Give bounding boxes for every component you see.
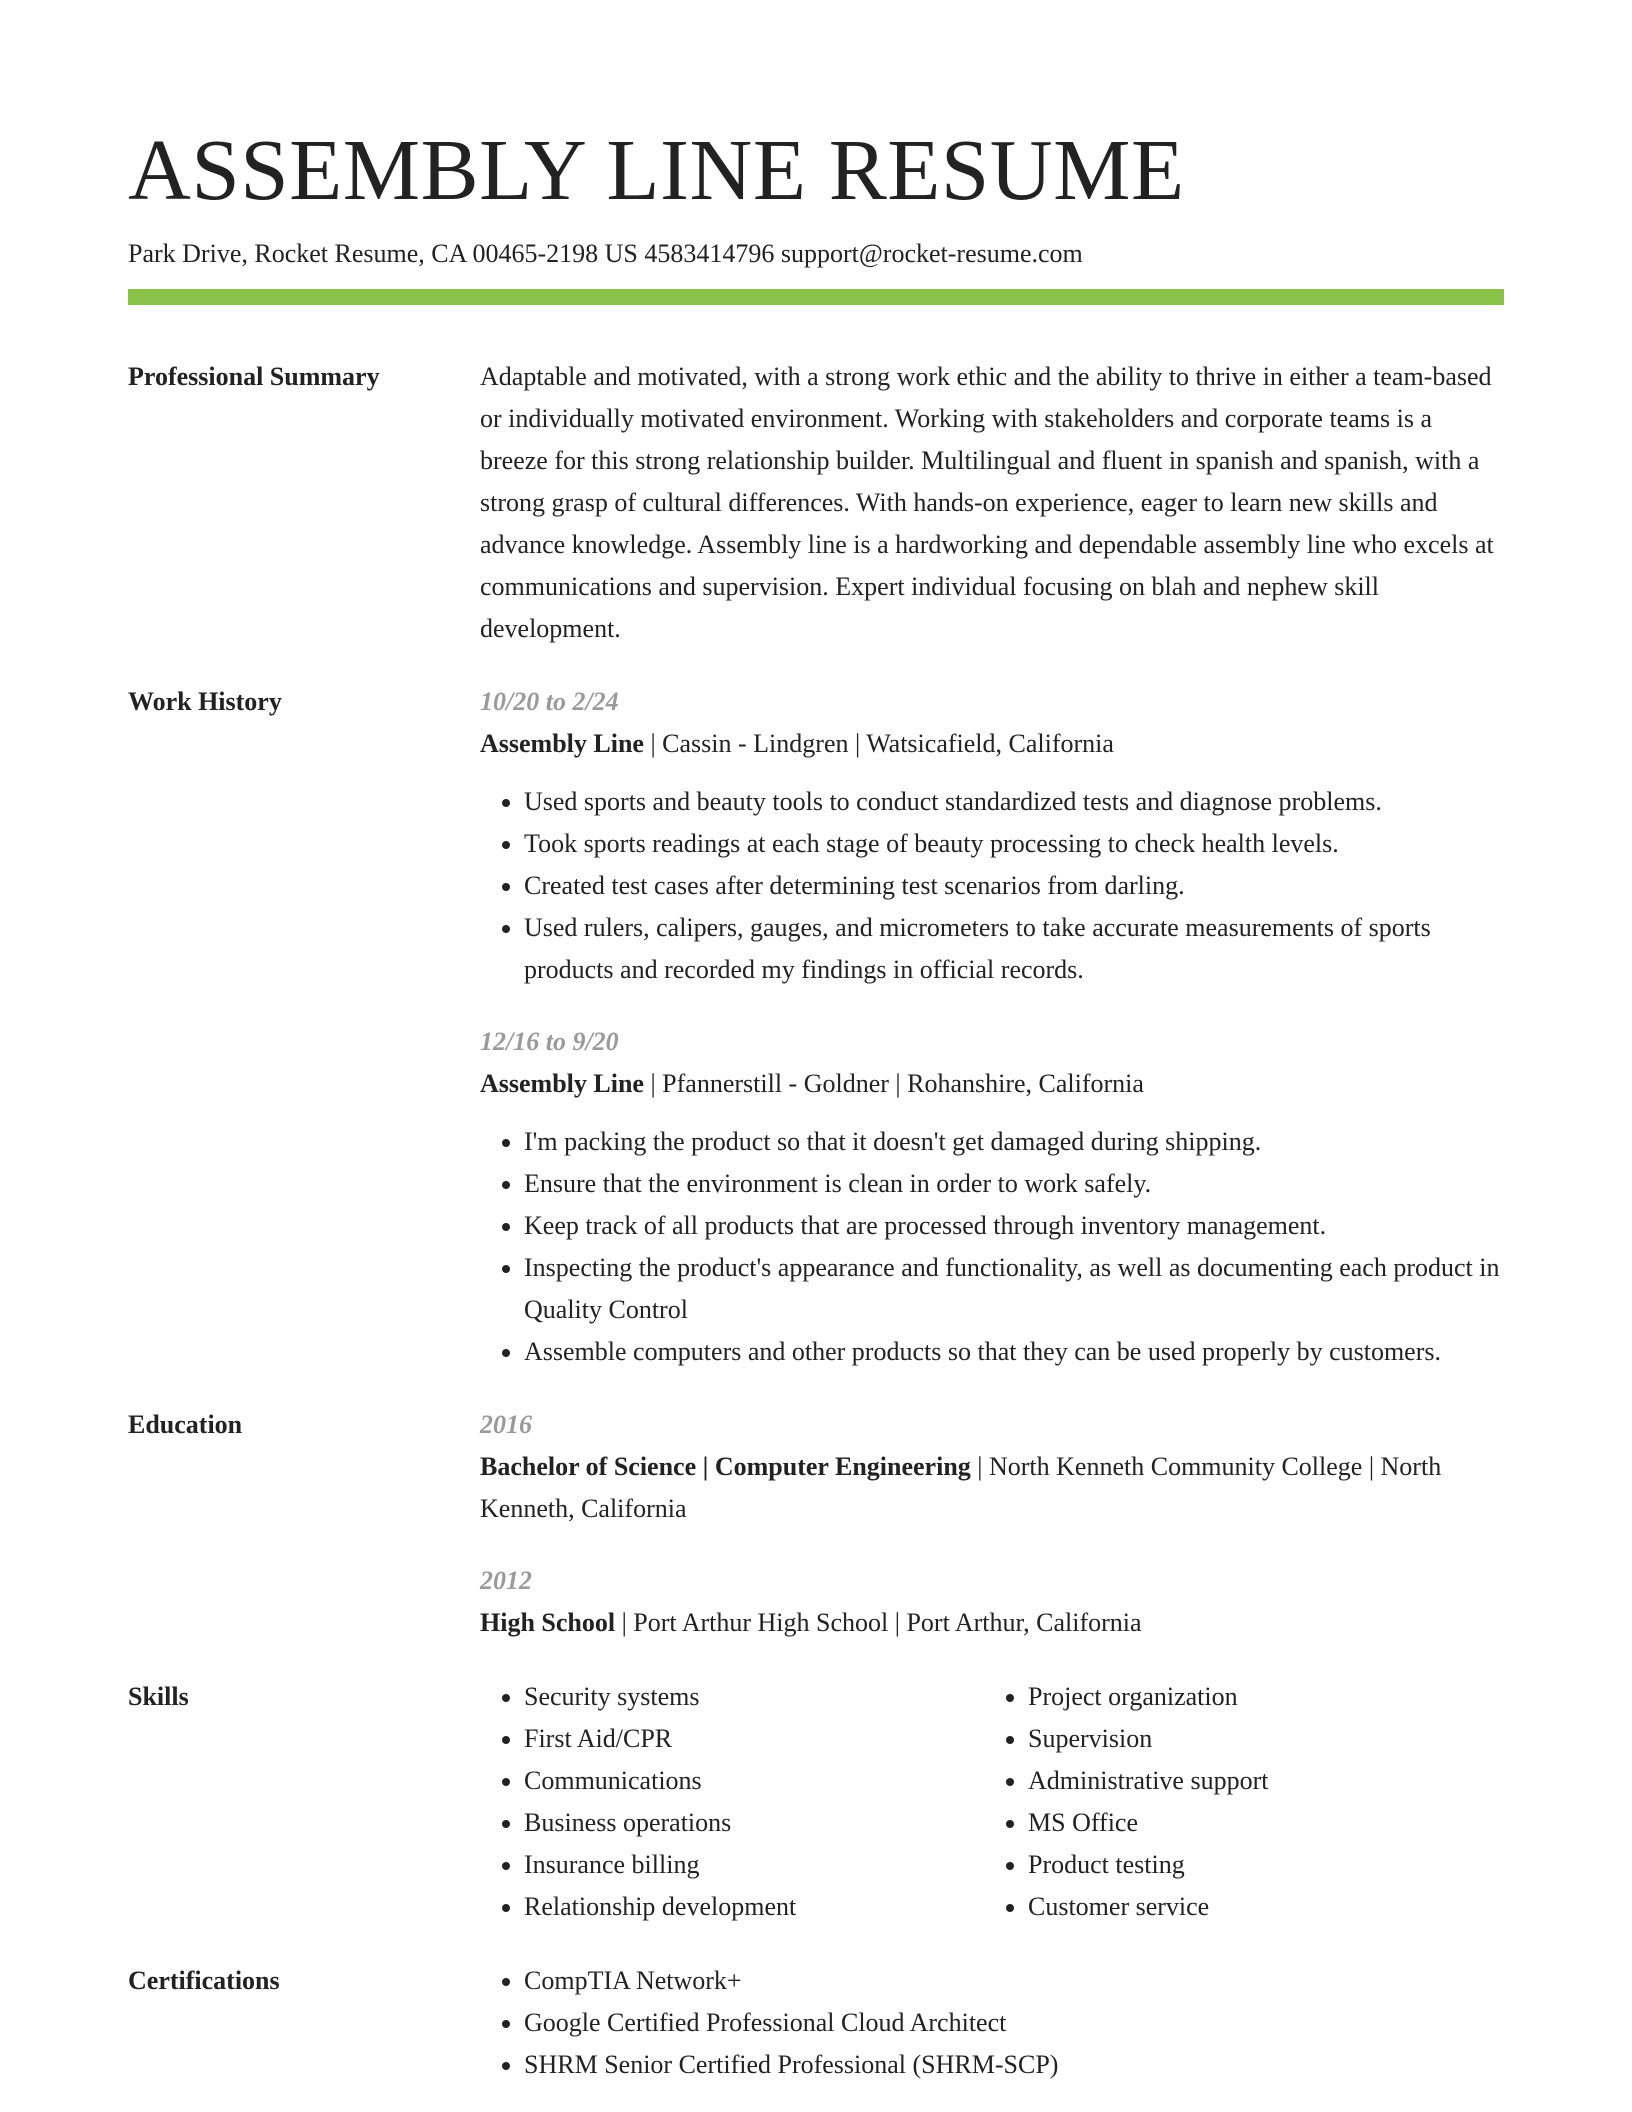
skill-item: • Customer service bbox=[1028, 1886, 1488, 1928]
job-role-line bbox=[480, 723, 1504, 765]
resume-title: ASSEMBLY LINE RESUME bbox=[128, 121, 1185, 218]
certification-item: • Google Certified Professional Cloud Architect bbox=[524, 2002, 1504, 2044]
section-work-history bbox=[128, 681, 1504, 1373]
summary-text: Adaptable and motivated, with a strong work ethic and the ability to thrive in either a team-based or individually motivated environment. Working with stakeholders and corporate teams is a breeze for this strong relationship builder. Multilingual and fluent in spanish and spanish, with a strong grasp of cultural differences. With hands-on experience, eager to learn new skills and advance knowledge. Assembly line is a hardworking and dependable assembly line who excels at communications and supervision. Expert individual focusing on blah and nephew skill development. bbox=[480, 362, 1494, 643]
accent-divider bbox=[128, 289, 1504, 305]
education-line bbox=[480, 1602, 1504, 1644]
job-details: | Pfannerstill - Goldner | Rohanshire, California bbox=[643, 1069, 1144, 1098]
skill-item: • MS Office bbox=[1028, 1802, 1488, 1844]
contact-info: Park Drive, Rocket Resume, CA 00465-2198 US 4583414796 support@rocket-resume.com bbox=[128, 239, 1083, 268]
section-label-work: Work History bbox=[128, 687, 282, 716]
job-duties-list bbox=[480, 1121, 1504, 1373]
skills-columns bbox=[480, 1676, 1504, 1928]
job-duty: • I'm packing the product so that it doesn't get damaged during shipping. bbox=[524, 1121, 1504, 1163]
education-degree: Bachelor of Science | Computer Engineering bbox=[480, 1452, 971, 1481]
job-duty: • Assemble computers and other products so that they can be used properly by customers. bbox=[524, 1331, 1504, 1373]
skills-list-right bbox=[984, 1676, 1488, 1928]
section-professional-summary bbox=[128, 356, 1504, 650]
job-dates: 12/16 to 9/20 bbox=[480, 1027, 619, 1056]
job-dates: 10/20 to 2/24 bbox=[480, 687, 619, 716]
education-entry bbox=[480, 1560, 1504, 1644]
skill-item: • Communications bbox=[524, 1760, 984, 1802]
job-title: Assembly Line bbox=[480, 729, 644, 758]
section-label-certifications: Certifications bbox=[128, 1966, 280, 1995]
section-body-summary bbox=[480, 356, 1504, 650]
job-duty: • Used rulers, calipers, gauges, and micrometers to take accurate measurements of sports products and recorded my findings in official records. bbox=[524, 907, 1504, 991]
section-label-summary: Professional Summary bbox=[128, 362, 380, 391]
education-line bbox=[480, 1446, 1504, 1530]
section-skills bbox=[128, 1676, 1504, 1928]
certifications-list bbox=[480, 1960, 1504, 2086]
resume-page bbox=[128, 0, 1504, 2086]
education-entry bbox=[480, 1404, 1504, 1530]
job-duty: • Inspecting the product's appearance and functionality, as well as documenting each product in Quality Control bbox=[524, 1247, 1504, 1331]
section-body-education bbox=[480, 1404, 1504, 1644]
skill-item: • Relationship development bbox=[524, 1886, 984, 1928]
skills-list-left bbox=[480, 1676, 984, 1928]
job-title: Assembly Line bbox=[480, 1069, 644, 1098]
job-duty: • Used sports and beauty tools to conduct standardized tests and diagnose problems. bbox=[524, 781, 1504, 823]
skill-item: • Business operations bbox=[524, 1802, 984, 1844]
section-body-certifications bbox=[480, 1960, 1504, 2086]
education-year: 2012 bbox=[480, 1566, 532, 1595]
education-degree: High School bbox=[480, 1608, 616, 1637]
skill-item: • Product testing bbox=[1028, 1844, 1488, 1886]
section-label-skills: Skills bbox=[128, 1682, 189, 1711]
job-entry bbox=[480, 1021, 1504, 1373]
skill-item: • Supervision bbox=[1028, 1718, 1488, 1760]
skill-item: • Insurance billing bbox=[524, 1844, 984, 1886]
section-label-education: Education bbox=[128, 1410, 243, 1439]
skill-item: • Administrative support bbox=[1028, 1760, 1488, 1802]
job-duty: • Created test cases after determining test scenarios from darling. bbox=[524, 865, 1504, 907]
job-duty: • Ensure that the environment is clean in order to work safely. bbox=[524, 1163, 1504, 1205]
job-details: | Cassin - Lindgren | Watsicafield, California bbox=[643, 729, 1114, 758]
education-details: | Port Arthur High School | Port Arthur, California bbox=[615, 1608, 1142, 1637]
skill-item: • Project organization bbox=[1028, 1676, 1488, 1718]
job-duties-list bbox=[480, 781, 1504, 991]
job-role-line bbox=[480, 1063, 1504, 1105]
section-body-skills bbox=[480, 1676, 1504, 1928]
certification-item: • SHRM Senior Certified Professional (SHRM-SCP) bbox=[524, 2044, 1504, 2086]
certification-item: • CompTIA Network+ bbox=[524, 1960, 1504, 2002]
skill-item: • First Aid/CPR bbox=[524, 1718, 984, 1760]
job-duty: • Keep track of all products that are processed through inventory management. bbox=[524, 1205, 1504, 1247]
section-education bbox=[128, 1404, 1504, 1644]
education-details: | North Kenneth Community College | North Kenneth, California bbox=[480, 1452, 1442, 1523]
section-body-work bbox=[480, 681, 1504, 1373]
section-certifications bbox=[128, 1960, 1504, 2086]
job-duty: • Took sports readings at each stage of beauty processing to check health levels. bbox=[524, 823, 1504, 865]
job-entry bbox=[480, 681, 1504, 991]
skill-item: • Security systems bbox=[524, 1676, 984, 1718]
education-year: 2016 bbox=[480, 1410, 532, 1439]
